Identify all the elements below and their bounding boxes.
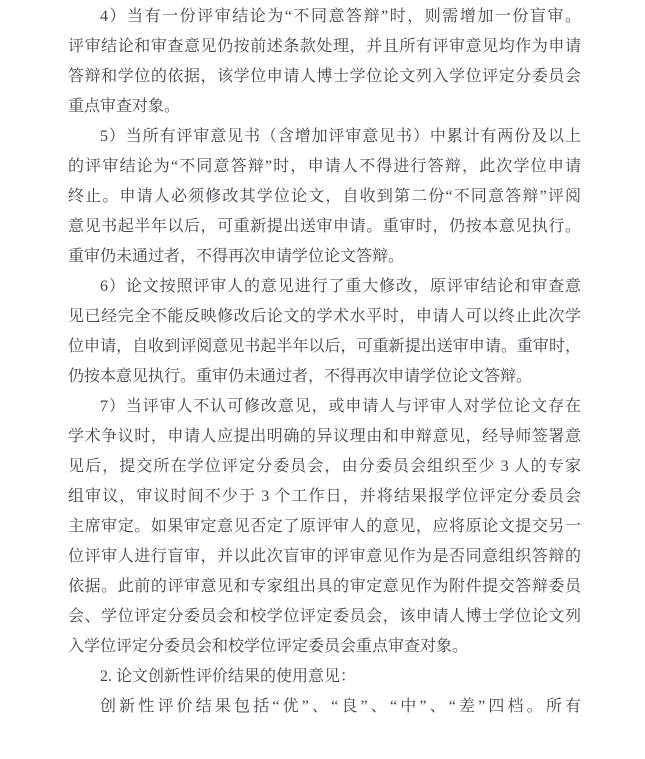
text-line: 评审结论和审查意见仍按前述条款处理，并且所有评审意见均作为申请 [68,38,581,55]
text-line: 的评审结论为“不同意答辩”时，申请人不得进行答辩，此次学位申请 [68,158,581,175]
text-line: 依据。此前的评审意见和专家组出具的审定意见作为附件提交答辩委员 [68,578,581,595]
text-line: 重点审查对象。 [68,98,181,115]
text-line: 答辩和学位的依据，该学位申请人博士学位论文列入学位评定分委员会 [68,68,581,85]
text-line: 意见书起半年以后，可重新提出送审申请。重审时，仍按本意见执行。 [68,218,581,235]
text-line: 重审仍未通过者，不得再次申请学位论文答辩。 [68,248,405,265]
page-content [68,2,581,722]
paragraph-section-2-heading [68,662,581,692]
text-line: 组审议，审议时间不少于 3 个工作日，并将结果报学位评定分委员会 [68,488,581,505]
paragraph-clause-5 [68,122,581,272]
text-line: 学术争议时，申请人应提出明确的异议理由和申辩意见，经导师签署意 [68,428,581,445]
text-line: 4）当有一份评审结论为“不同意答辩”时，则需增加一份盲审。 [100,8,581,25]
text-line: 7）当评审人不认可修改意见，或申请人与评审人对学位论文存在 [100,398,581,415]
text-line: 见已经完全不能反映修改后论文的学术水平时，申请人可以终止此次学 [68,308,581,325]
paragraph-clause-7 [68,392,581,662]
text-line: 5）当所有评审意见书（含增加评审意见书）中累计有两份及以上 [100,128,581,145]
text-line: 仍按本意见执行。重审仍未通过者，不得再次申请学位论文答辩。 [68,368,533,385]
text-line: 位申请，自收到评阅意见书起半年以后，可重新提出送审申请。重审时， [68,338,581,355]
section-heading-line: 2. 论文创新性评价结果的使用意见： [100,668,357,685]
text-line: 主席审定。如果审定意见否定了原评审人的意见，应将原论文提交另一 [68,518,581,535]
text-line: 见后，提交所在学位评定分委员会，由分委员会组织至少 3 人的专家 [68,458,581,475]
text-line: 创新性评价结果包括“优”、“良”、“中”、“差”四档。所有 [100,698,581,715]
text-line: 会、学位评定分委员会和校学位评定委员会，该申请人博士学位论文列 [68,608,581,625]
paragraph-clause-6 [68,272,581,392]
text-line: 位评审人进行盲审，并以此次盲审的评审意见作为是否同意组织答辩的 [68,548,581,565]
paragraph-clause-4 [68,2,581,122]
text-line: 终止。申请人必须修改其学位论文，自收到第二份“不同意答辩”评阅 [68,188,581,205]
text-line: 入学位评定分委员会和校学位评定委员会重点审查对象。 [68,638,469,655]
text-line: 6）论文按照评审人的意见进行了重大修改，原评审结论和审查意 [100,278,581,295]
paragraph-innovation-grades [68,692,581,722]
